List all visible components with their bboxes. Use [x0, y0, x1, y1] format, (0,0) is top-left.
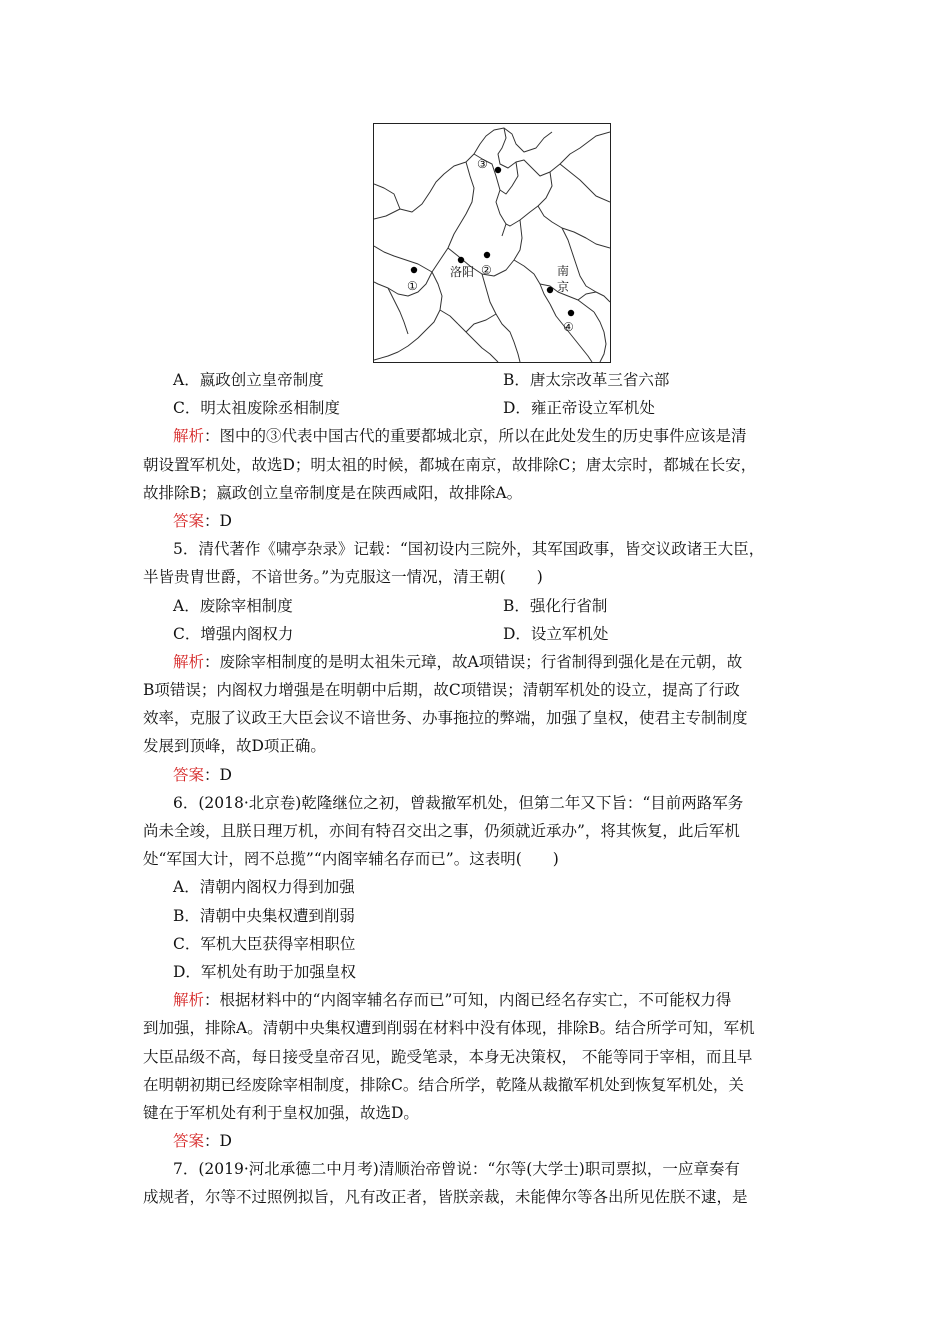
map-label-2: ② — [481, 263, 492, 277]
q5-answer: 答案：D — [173, 765, 232, 784]
map-label-4: ④ — [563, 320, 574, 334]
question-content — [143, 366, 813, 1212]
q4-analysis-line-3: 故排除B；嬴政创立皇帝制度是在陕西咸阳，故排除A。 — [143, 483, 523, 502]
map-label-luoyang: 洛阳 — [450, 265, 475, 279]
q5-option-d: D．设立军机处 — [503, 624, 609, 643]
q7-stem-line-2: 成规者，尔等不过照例拟旨，凡有改正者，皆朕亲裁，未能俾尔等各出所见佐朕不逮，是 — [143, 1188, 748, 1207]
q6-option-c: C．军机大臣获得宰相职位 — [173, 934, 356, 953]
q4-option-c: C．明太祖废除丞相制度 — [173, 399, 340, 418]
q6-stem-line-3: 处“军国大计，罔不总揽”“内阁宰辅名存而已”。这表明( ) — [143, 850, 559, 869]
map-dot-1 — [411, 267, 417, 273]
q4-answer: 答案：D — [173, 511, 232, 530]
q4-analysis-line-2: 朝设置军机处，故选D；明太祖的时候，都城在南京，故排除C；唐太宗时，都城在长安， — [143, 455, 757, 474]
q5-option-a: A．废除宰相制度 — [173, 596, 293, 615]
map-label-1: ① — [407, 279, 418, 293]
q5-stem-line-2: 半皆贵胄世爵，不谙世务。”为克服这一情况，清王朝( ) — [143, 568, 543, 587]
q5-analysis-line-4: 发展到顶峰，故D项正确。 — [143, 737, 326, 756]
q6-analysis-line-3: 大臣品级不高，每日接受皇帝召见，跪受笔录，本身无决策权， 不能等同于宰相，而且早 — [143, 1047, 753, 1066]
q5-stem-line-1: 5．清代著作《啸亭杂录》记载：“国初设内三院外，其军国政事，皆交议政诸王大臣， — [173, 540, 765, 559]
historical-map — [373, 123, 611, 363]
q4-analysis-label: 解析 — [173, 427, 205, 446]
q5-options-row-1 — [173, 592, 813, 620]
map-dot-luoyang — [458, 257, 464, 263]
q5-analysis-line-1: 解析：废除宰相制度的是明太祖朱元璋，故A项错误；行省制得到强化是在元朝，故 — [173, 652, 743, 671]
q6-answer-label: 答案 — [173, 1132, 205, 1151]
q4-option-b: B．唐太宗改革三省六部 — [503, 371, 670, 389]
q6-stem-line-2: 尚未全竣，且朕日理万机，亦间有特召交出之事，仍须就近承办”，将其恢复，此后军机 — [143, 822, 740, 840]
map-label-3: ③ — [477, 157, 488, 171]
q5-options-row-2 — [173, 620, 813, 648]
q5-analysis-line-2: B项错误；内阁权力增强是在明朝中后期，故C项错误；清朝军机处的设立，提高了行政 — [143, 681, 740, 700]
q5-analysis-label: 解析 — [173, 652, 205, 671]
q7-stem-line-1: 7．(2019·河北承德二中月考)清顺治帝曾说：“尔等(大学士)职司票拟，一应章奏有 — [173, 1160, 740, 1179]
q6-stem-line-1: 6．(2018·北京卷)乾隆继位之初，曾裁撤军机处，但第二年又下旨：“目前两路军务 — [173, 793, 744, 812]
q5-answer-label: 答案 — [173, 765, 205, 784]
map-dot-nanjing — [547, 287, 553, 293]
q5-option-c: C．增强内阁权力 — [173, 624, 294, 643]
map-drawing — [374, 124, 610, 362]
q4-options-row-2 — [173, 394, 813, 422]
map-label-nan: 南 — [557, 264, 570, 278]
q6-option-a: A．清朝内阁权力得到加强 — [173, 878, 355, 897]
q5-analysis-line-3: 效率，克服了议政王大臣会议不谙世务、办事拖拉的弊端，加强了皇权，使君主专制制度 — [143, 709, 748, 728]
map-dot-2 — [484, 252, 490, 258]
q4-option-d: D．雍正帝设立军机处 — [503, 399, 655, 418]
q6-answer: 答案：D — [173, 1132, 232, 1151]
q6-analysis-line-2: 到加强，排除A。清朝中央集权遭到削弱在材料中没有体现，排除B。结合所学可知，军机 — [143, 1019, 755, 1038]
map-label-jing: 京 — [557, 280, 570, 294]
q6-option-d: D．军机处有助于加强皇权 — [173, 962, 356, 981]
q6-analysis-line-4: 在明朝初期已经废除宰相制度，排除C。结合所学，乾隆从裁撤军机处到恢复军机处，关 — [143, 1075, 744, 1094]
q6-analysis-line-1: 解析：根据材料中的“内阁宰辅名存而已”可知，内阁已经名存实亡，不可能权力得 — [173, 991, 732, 1010]
q4-option-a: A．嬴政创立皇帝制度 — [173, 371, 324, 389]
map-dot-3 — [495, 167, 501, 173]
q6-analysis-label: 解析 — [173, 991, 205, 1010]
q4-analysis-line-1: 解析：图中的③代表中国古代的重要都城北京，所以在此处发生的历史事件应该是清 — [173, 427, 747, 446]
q6-option-b: B．清朝中央集权遭到削弱 — [173, 906, 355, 925]
map-dot-4 — [568, 310, 574, 316]
q5-option-b: B．强化行省制 — [503, 596, 608, 615]
q4-options-row-1 — [173, 366, 813, 394]
q6-analysis-line-5: 键在于军机处有利于皇权加强，故选D。 — [143, 1103, 419, 1122]
q4-answer-label: 答案 — [173, 511, 205, 530]
